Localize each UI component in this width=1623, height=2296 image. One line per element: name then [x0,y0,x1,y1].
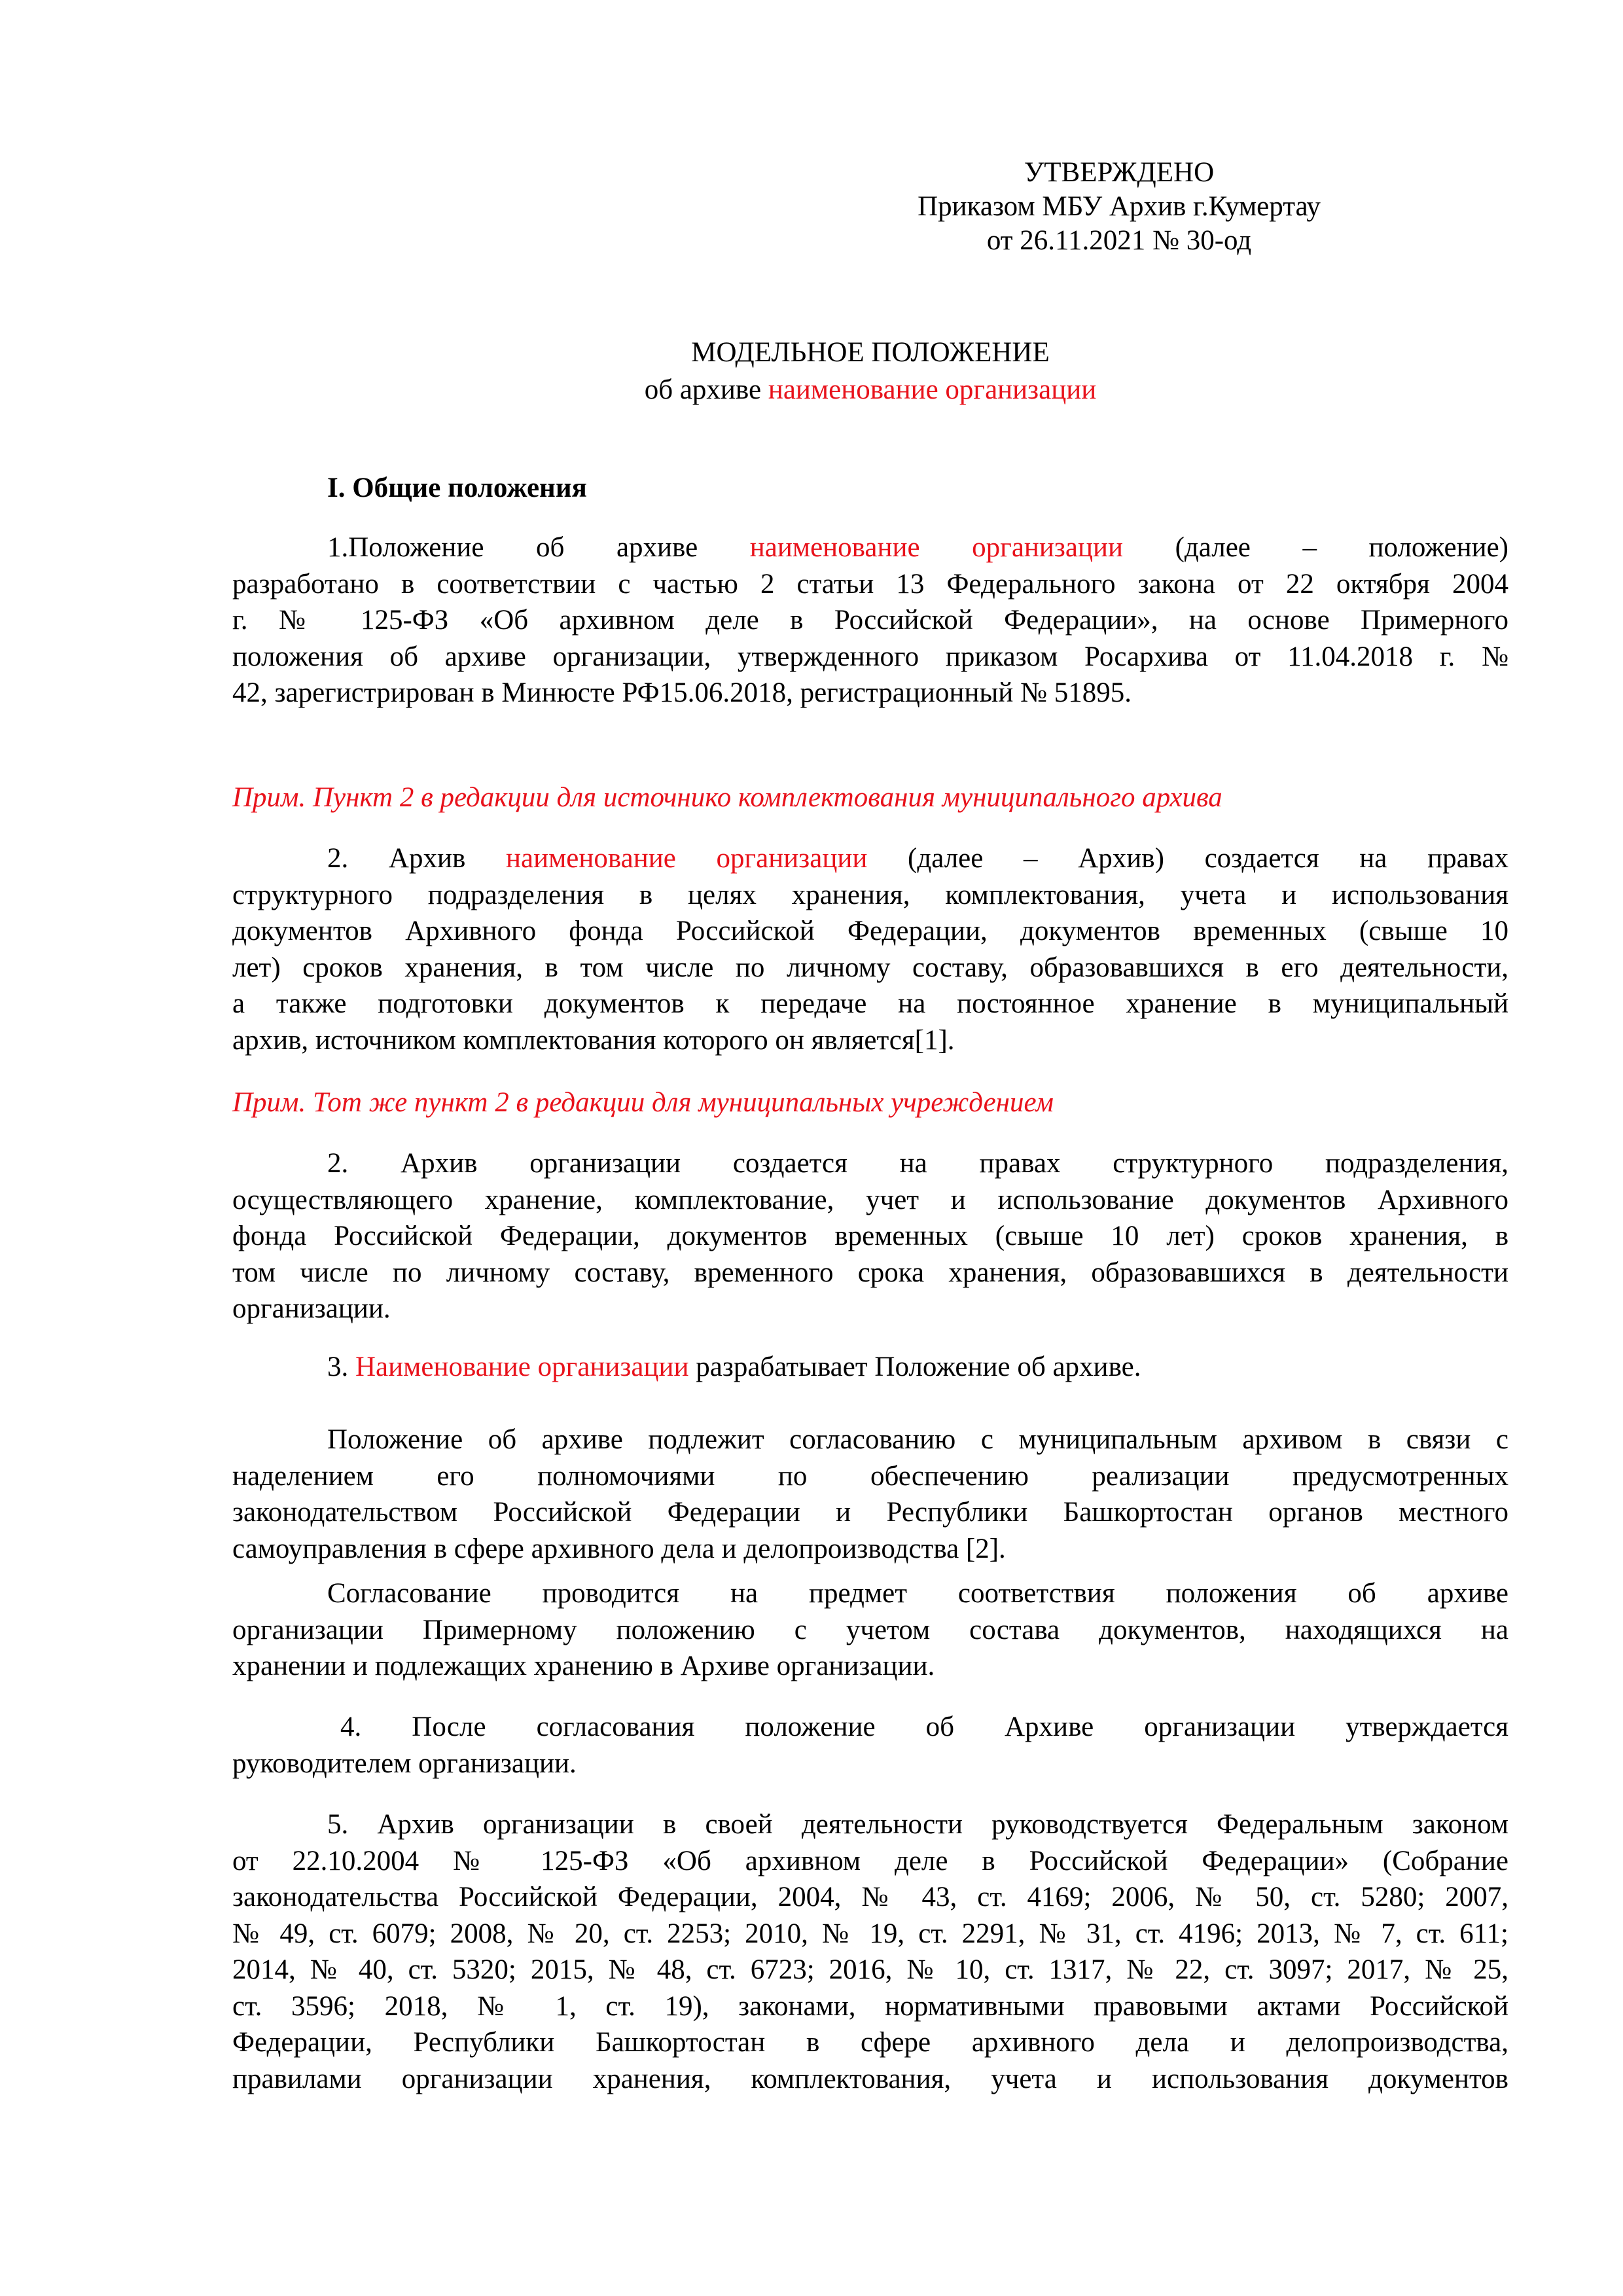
organization-placeholder: наименование организации [749,532,1124,563]
approval-stamp [864,156,1374,258]
paragraph-line: № 49, ст. 6079; 2008, № 20, ст. 2253; 2010, № 19, ст. 2291, № 31, ст. 4196; 2013, № 7, ст. 611; [232,1918,1508,1949]
text-run: 2. Архив [327,843,506,874]
approval-date: от 26.11.2021 № 30-од [986,225,1252,256]
paragraph-line: структурного подразделения в целях хранения, комплектования, учета и использования [232,879,1508,910]
paragraph-line: руководителем организации. [232,1748,577,1779]
paragraph-3-agreement [232,1575,1508,1685]
paragraph-line: архив, источником комплектования которого он является[1]. [232,1024,955,1056]
paragraph-line [232,529,1508,566]
editorial-note-1: Прим. Пункт 2 в редакции для источнико комплектования муниципального архива [232,782,1222,813]
approval-order: Приказом МБУ Архив г.Кумертау [918,191,1321,222]
approval-title: УТВЕРЖДЕНО [1024,157,1215,188]
paragraph-2a [232,840,1508,1058]
paragraph-line: а также подготовки документов к передаче на постоянное хранение в муниципальный [232,988,1508,1019]
paragraph-line: законодательства Российской Федерации, 2004, № 43, ст. 4169; 2006, № 50, ст. 5280; 2007, [232,1882,1508,1912]
paragraph-line: 5. Архив организации в своей деятельности руководствуется Федеральным законом [327,1809,1508,1840]
organization-placeholder: наименование организации [505,843,868,874]
editorial-note-2: Прим. Тот же пункт 2 в редакции для муниципальных учреждением [232,1087,1054,1118]
paragraph-line: том числе по личному составу, временного срока хранения, образовавшихся в деятельности [232,1257,1508,1288]
paragraph-line: г. № 125-ФЗ «Об архивном деле в Российской Федерации», на основе Примерного [232,605,1508,636]
title-prefix: об архиве [644,374,768,405]
paragraph-line [232,1349,1508,1386]
paragraph-line: фонда Российской Федерации, документов временных (свыше 10 лет) сроков хранения, в [232,1221,1508,1251]
paragraph-3-approval [232,1422,1508,1567]
text-run: (далее – положение) [1123,532,1508,563]
paragraph-line: хранении и подлежащих хранению в Архиве организации. [232,1651,935,1681]
text-run: (далее – Архив) создается на правах [867,843,1508,874]
paragraph-line: организации Примерному положению с учетом состава документов, находящихся на [232,1614,1508,1645]
title-line-2 [232,371,1508,408]
section-heading: I. Общие положения [327,473,587,503]
paragraph-line: 2. Архив организации создается на правах структурного подразделения, [327,1148,1508,1179]
paragraph-line: от 22.10.2004 № 125-ФЗ «Об архивном деле в Российской Федерации» (Собрание [232,1845,1508,1876]
paragraph-1 [232,529,1508,711]
paragraph-3 [232,1349,1508,1386]
paragraph-line: лет) сроков хранения, в том числе по личному составу, образовавшихся в его деятельности, [232,952,1508,983]
paragraph-line: 2014, № 40, ст. 5320; 2015, № 48, ст. 6723; 2016, № 10, ст. 1317, № 22, ст. 3097; 2017, № 25, [232,1954,1508,1985]
document-title [232,334,1508,408]
paragraph-4 [232,1709,1508,1782]
paragraph-line: Согласование проводится на предмет соответствия положения об архиве [327,1578,1508,1609]
paragraph-line: правилами организации хранения, комплектования, учета и использования документов [232,2063,1508,2094]
paragraph-2b [232,1145,1508,1327]
paragraph-line: законодательством Российской Федерации и Республики Башкортостан органов местного [232,1497,1508,1528]
organization-placeholder: Наименование организации [355,1352,689,1382]
paragraph-line: Федерации, Республики Башкортостан в сфере архивного дела и делопроизводства, [232,2027,1508,2058]
text-run: 1.Положение об архиве [327,532,750,563]
paragraph-line: документов Архивного фонда Российской Федерации, документов временных (свыше 10 [232,916,1508,946]
text-run: 3. [327,1352,355,1382]
paragraph-line [232,840,1508,877]
paragraph-5 [232,1806,1508,2097]
paragraph-line: 4. После согласования положение об Архиве организации утверждается [340,1712,1508,1742]
paragraph-line: ст. 3596; 2018, № 1, ст. 19), законами, нормативными правовыми актами Российской [232,1990,1508,2022]
paragraph-line: организации. [232,1293,391,1324]
text-run: разрабатывает Положение об архиве. [688,1352,1141,1382]
paragraph-line: наделением его полномочиями по обеспечению реализации предусмотренных [232,1460,1508,1492]
paragraph-line: осуществляющего хранение, комплектование, учет и использование документов Архивного [232,1184,1508,1215]
paragraph-line: положения об архиве организации, утвержденного приказом Росархива от 11.04.2018 г. № [232,641,1508,672]
title-organization-placeholder: наименование организации [768,374,1097,405]
paragraph-line: самоуправления в сфере архивного дела и делопроизводства [2]. [232,1533,1006,1564]
paragraph-line: разработано в соответствии с частью 2 статьи 13 Федерального закона от 22 октября 2004 [232,568,1508,600]
paragraph-line: 42, зарегистрирован в Минюсте РФ15.06.2018, регистрационный № 51895. [232,677,1132,708]
paragraph-line: Положение об архиве подлежит согласованию с муниципальным архивом в связи с [327,1424,1508,1455]
title-line-1: МОДЕЛЬНОЕ ПОЛОЖЕНИЕ [691,337,1050,368]
